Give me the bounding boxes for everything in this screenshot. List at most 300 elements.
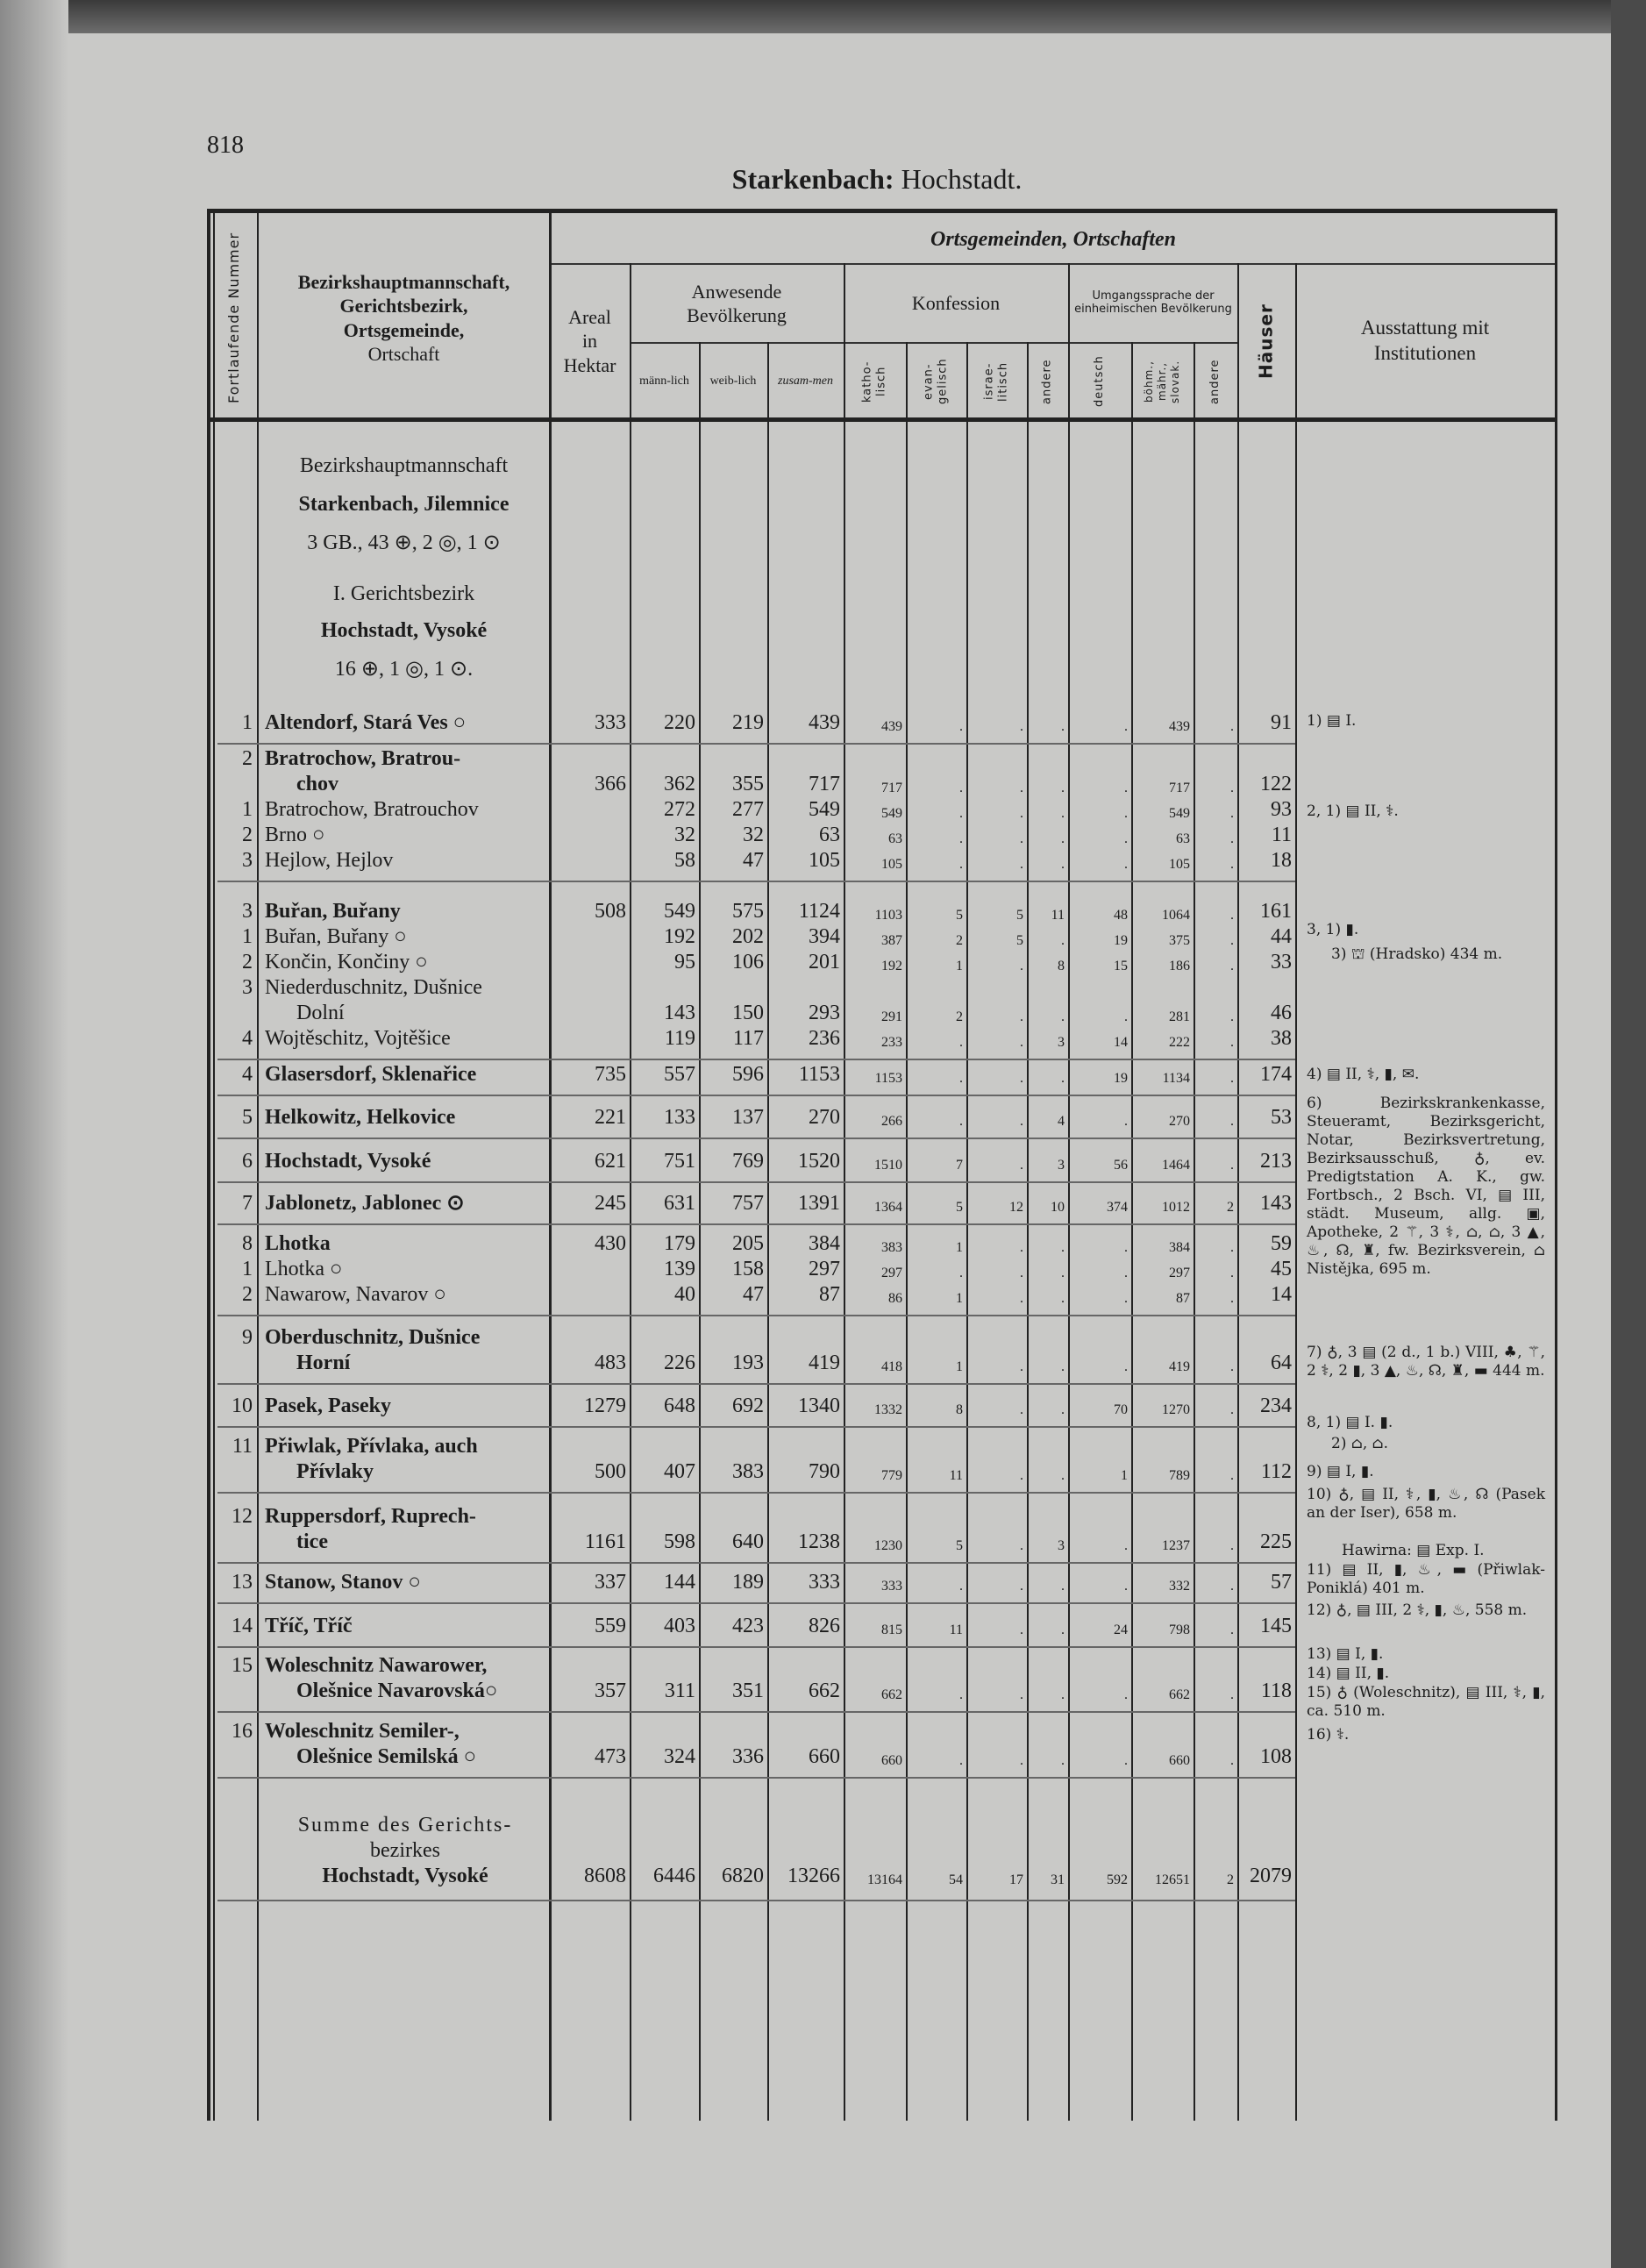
row-separator (217, 1777, 1295, 1779)
footnote: 14) ▤ II, ▮. (1307, 1665, 1390, 1682)
cell-areal: 357 (595, 1680, 626, 1702)
cell-haeuser: 122 (1260, 773, 1292, 795)
footnote: 9) ▤ I, ▮. (1307, 1463, 1374, 1480)
cell-katholisch: 86 (888, 1291, 902, 1306)
cell-konf-andere: . (1061, 1240, 1065, 1255)
header-konfession: Konfession (911, 292, 1001, 315)
cell-boehmisch: 1464 (1162, 1158, 1190, 1173)
cell-katholisch: 13164 (867, 1872, 902, 1887)
cell-maennlich: 192 (664, 925, 695, 948)
cell-israelitisch: 17 (1009, 1872, 1023, 1887)
cell-konf-andere: . (1061, 1291, 1065, 1306)
cell-zusammen: 1340 (798, 1394, 840, 1417)
cell-boehmisch: 1012 (1162, 1200, 1190, 1215)
cell-areal: 508 (595, 900, 626, 923)
cell-konf-andere: 31 (1051, 1872, 1065, 1887)
cell-umg-andere: . (1230, 1158, 1234, 1173)
cell-katholisch: 1230 (874, 1538, 902, 1553)
cell-deutsch: 48 (1114, 908, 1128, 923)
row-separator (217, 1315, 1295, 1316)
cell-zusammen: 105 (809, 849, 840, 872)
row-separator (217, 1095, 1295, 1096)
cell-haeuser: 118 (1260, 1680, 1292, 1702)
cell-weiblich: 47 (743, 1283, 764, 1306)
cell-israelitisch: . (1020, 1035, 1023, 1050)
cell-zusammen: 1124 (798, 900, 840, 923)
cell-katholisch: 1332 (874, 1402, 902, 1417)
cell-maennlich: 362 (664, 773, 695, 795)
cell-zusammen: 13266 (787, 1865, 840, 1887)
cell-deutsch: . (1124, 1266, 1128, 1280)
table-row-group (210, 710, 1295, 736)
cell-zusammen: 549 (809, 798, 840, 821)
row-number: 7 (242, 1192, 253, 1215)
cell-katholisch: 815 (881, 1623, 902, 1637)
footnote: 3) ⛫ (Hradsko) 434 m. (1331, 945, 1503, 963)
cell-maennlich: 648 (664, 1394, 695, 1417)
place-name: Bratrochow, Bratrouchov (265, 798, 479, 821)
cell-boehmisch: 789 (1169, 1468, 1190, 1483)
footnote: 7) ♁, 3 ▤ (2 d., 1 b.) VIII, ♣, ⚚, 2 ⚕, 2 ▮, 3 ▲, ♨, ☊, ♜, ▬ 444 m. (1307, 1344, 1545, 1380)
header-name-line: Ortschaft (367, 343, 440, 365)
cell-umg-andere: . (1230, 1402, 1234, 1417)
cell-israelitisch: . (1020, 1623, 1023, 1637)
header-name-line: Gerichtsbezirk, (339, 295, 468, 317)
cell-zusammen: 236 (809, 1027, 840, 1050)
intro-bezirkshauptmannschaft-name: Starkenbach, Jilemnice (298, 493, 509, 516)
cell-deutsch: . (1124, 1114, 1128, 1129)
header-bevoelkerung: Anwesende Bevölkerung (687, 280, 787, 326)
cell-zusammen: 87 (819, 1283, 840, 1306)
table-row-group (210, 1062, 1295, 1088)
cell-haeuser: 33 (1271, 951, 1292, 974)
cell-konf-andere: 11 (1051, 908, 1065, 923)
cell-maennlich: 139 (664, 1258, 695, 1280)
row-number: 2 (242, 747, 253, 770)
cell-deutsch: . (1124, 719, 1128, 734)
cell-weiblich: 202 (732, 925, 764, 948)
cell-haeuser: 44 (1271, 925, 1292, 948)
cell-israelitisch: . (1020, 1468, 1023, 1483)
cell-evangelisch: 1 (956, 959, 963, 974)
cell-evangelisch: . (959, 1753, 963, 1768)
cell-katholisch: 291 (881, 1009, 902, 1024)
cell-umg-andere: . (1230, 806, 1234, 821)
cell-weiblich: 277 (732, 798, 764, 821)
cell-umg-andere: . (1230, 1538, 1234, 1553)
footnote: 10) ♁, ▤ II, ⚕, ▮, ♨, ☊ (Pasek an der Iser), 658 m. (1307, 1486, 1545, 1522)
table-row-group (210, 1653, 1295, 1704)
cell-boehmisch: 798 (1169, 1623, 1190, 1637)
row-separator (217, 1059, 1295, 1060)
place-name: Lhotka ○ (265, 1258, 343, 1280)
cell-areal: 559 (595, 1615, 626, 1637)
cell-katholisch: 297 (881, 1266, 902, 1280)
cell-deutsch: . (1124, 1240, 1128, 1255)
cell-evangelisch: 5 (956, 1538, 963, 1553)
cell-areal: 337 (595, 1571, 626, 1594)
cell-konf-andere: 8 (1058, 959, 1065, 974)
cell-haeuser: 93 (1271, 798, 1292, 821)
header-boehmisch: böhm., mähr., slovak. (1143, 360, 1181, 403)
cell-deutsch: . (1124, 1753, 1128, 1768)
cell-evangelisch: . (959, 1579, 963, 1594)
place-name: Buřan, Buřany ○ (265, 925, 407, 948)
header-weiblich: weib-lich (709, 374, 757, 389)
cell-boehmisch: 662 (1169, 1687, 1190, 1702)
footnote: 8, 1) ▤ I. ▮. (1307, 1414, 1393, 1431)
cell-evangelisch: 5 (956, 1200, 963, 1215)
scan-edge-right (1611, 0, 1646, 2268)
table-row-group (210, 1394, 1295, 1419)
row-number (210, 1459, 253, 1485)
cell-haeuser: 2079 (1250, 1865, 1292, 1887)
place-name: Přiwlak, Přívlaka, auch (265, 1435, 478, 1458)
cell-umg-andere: . (1230, 1009, 1234, 1024)
cell-katholisch: 1364 (874, 1200, 902, 1215)
cell-maennlich: 631 (664, 1192, 695, 1215)
cell-deutsch: . (1124, 781, 1128, 795)
cell-katholisch: 439 (881, 719, 902, 734)
header-ortsgemeinden: Ortsgemeinden, Ortschaften (930, 227, 1176, 251)
place-name: Tříč, Tříč (265, 1615, 353, 1637)
row-separator (217, 1181, 1295, 1183)
cell-areal (550, 950, 630, 975)
cell-katholisch: 266 (881, 1114, 902, 1129)
cell-israelitisch: 12 (1009, 1200, 1023, 1215)
cell-evangelisch: . (959, 781, 963, 795)
summary-line (210, 1864, 1295, 1889)
cell-deutsch: . (1124, 1687, 1128, 1702)
cell-evangelisch: 54 (949, 1872, 963, 1887)
cell-katholisch: 662 (881, 1687, 902, 1702)
cell-areal (550, 1026, 630, 1052)
cell-maennlich: 226 (664, 1352, 695, 1374)
cell-weiblich: 106 (732, 951, 764, 974)
cell-boehmisch: 332 (1169, 1579, 1190, 1594)
cell-boehmisch: 419 (1169, 1359, 1190, 1374)
cell-maennlich: 6446 (653, 1865, 695, 1887)
cell-deutsch: . (1124, 1579, 1128, 1594)
cell-umg-andere: . (1230, 1468, 1234, 1483)
place-name: Jablonetz, Jablonec ⊙ (265, 1192, 465, 1215)
cell-katholisch: 383 (881, 1240, 902, 1255)
cell-maennlich: 403 (664, 1615, 695, 1637)
cell-maennlich: 133 (664, 1106, 695, 1129)
cell-areal: 621 (595, 1150, 626, 1173)
place-name: Dolní (296, 1002, 345, 1024)
cell-evangelisch: . (959, 1114, 963, 1129)
table-row-group (210, 746, 1295, 874)
table-row (210, 1026, 1295, 1052)
cell-boehmisch: 717 (1169, 781, 1190, 795)
header-top-rule (210, 209, 1557, 213)
cell-umg-andere: 2 (1227, 1200, 1234, 1215)
cell-areal: 473 (595, 1745, 626, 1768)
cell-umg-andere: . (1230, 1071, 1234, 1086)
cell-zusammen: 297 (809, 1258, 840, 1280)
place-name: Ruppersdorf, Ruprech- (265, 1505, 476, 1528)
cell-israelitisch: 5 (1016, 933, 1023, 948)
cell-weiblich: 351 (732, 1680, 764, 1702)
cell-katholisch: 1103 (874, 908, 902, 923)
cell-evangelisch: 11 (949, 1623, 963, 1637)
cell-zusammen: 333 (809, 1571, 840, 1594)
place-name: Woleschnitz Semiler-, (265, 1720, 460, 1743)
row-number: 2 (242, 951, 253, 974)
row-separator (217, 1138, 1295, 1139)
cell-konf-andere: 3 (1058, 1158, 1065, 1173)
cell-israelitisch: . (1020, 1009, 1023, 1024)
cell-umg-andere: . (1230, 1687, 1234, 1702)
cell-deutsch: 1 (1121, 1468, 1128, 1483)
cell-katholisch: 1153 (874, 1071, 902, 1086)
cell-haeuser: 59 (1271, 1232, 1292, 1255)
header-name (258, 219, 550, 417)
place-name: Buřan, Buřany (265, 900, 401, 923)
cell-konf-andere: . (1061, 1623, 1065, 1637)
cell-weiblich: 32 (743, 824, 764, 846)
table-row (210, 1062, 1295, 1088)
cell-maennlich: 179 (664, 1232, 695, 1255)
footnote: 13) ▤ I, ▮. (1307, 1645, 1384, 1663)
cell-evangelisch: 8 (956, 1402, 963, 1417)
cell-umg-andere: . (1230, 857, 1234, 872)
row-separator (217, 743, 1295, 745)
table-row-group (210, 1231, 1295, 1308)
cell-haeuser: 38 (1271, 1027, 1292, 1050)
place-name: Glasersdorf, Sklenařice (265, 1063, 477, 1086)
cell-maennlich: 220 (664, 711, 695, 734)
place-name: Olešnice Navarovská○ (296, 1680, 498, 1702)
cell-konf-andere: 3 (1058, 1538, 1065, 1553)
cell-deutsch: 70 (1114, 1402, 1128, 1417)
table-row (210, 899, 1295, 924)
footnote: 2, 1) ▤ II, ⚕. (1307, 802, 1399, 820)
row-separator (217, 881, 1295, 882)
cell-haeuser: 174 (1260, 1063, 1292, 1086)
place-name: Niederduschnitz, Dušnice (265, 976, 482, 999)
table-row (210, 1679, 1295, 1704)
cell-umg-andere: . (1230, 1240, 1234, 1255)
intro-bezirkshauptmannschaft-label: Bezirkshauptmannschaft (299, 454, 509, 477)
cell-haeuser: 57 (1271, 1571, 1292, 1594)
cell-israelitisch: . (1020, 857, 1023, 872)
table-row (210, 1191, 1295, 1216)
cell-areal (550, 1001, 630, 1026)
cell-konf-andere: . (1061, 1009, 1065, 1024)
cell-maennlich: 407 (664, 1460, 695, 1483)
cell-haeuser: 46 (1271, 1002, 1292, 1024)
cell-katholisch: 333 (881, 1579, 902, 1594)
footnote: 1) ▤ I. (1307, 712, 1357, 730)
header-name-line: Ortsgemeinde, (343, 318, 465, 341)
table-row (210, 1325, 1295, 1351)
place-name: Stanow, Stanov ○ (265, 1571, 421, 1594)
cell-konf-andere: . (1061, 1402, 1065, 1417)
row-number: 13 (232, 1571, 253, 1594)
cell-haeuser: 161 (1260, 900, 1292, 923)
cell-deutsch: . (1124, 831, 1128, 846)
header-name-line: Bezirkshauptmannschaft, (297, 270, 510, 293)
cell-konf-andere: . (1061, 831, 1065, 846)
table-row (210, 1231, 1295, 1257)
table-row-group (210, 1191, 1295, 1216)
cell-israelitisch: . (1020, 1753, 1023, 1768)
cell-konf-andere: . (1061, 806, 1065, 821)
summary-line (210, 1838, 1295, 1864)
place-name: Pasek, Paseky (265, 1394, 391, 1417)
intro-gerichtsbezirk-name: Hochstadt, Vysoké (320, 619, 488, 642)
cell-haeuser: 91 (1271, 711, 1292, 734)
cell-konf-andere: . (1061, 1266, 1065, 1280)
cell-katholisch: 660 (881, 1753, 902, 1768)
cell-katholisch: 418 (881, 1359, 902, 1374)
table-row (210, 924, 1295, 950)
cell-deutsch: 19 (1114, 933, 1128, 948)
cell-areal (550, 848, 630, 874)
cell-maennlich: 272 (664, 798, 695, 821)
table-right-border (1555, 209, 1557, 2121)
cell-haeuser: 108 (1260, 1745, 1292, 1768)
cell-maennlich: 311 (664, 1680, 695, 1702)
cell-umg-andere: . (1230, 1359, 1234, 1374)
cell-evangelisch: . (959, 806, 963, 821)
cell-evangelisch: 1 (956, 1291, 963, 1306)
place-name: Altendorf, Stará Ves ○ (265, 711, 467, 734)
place-name: Olešnice Semilská ○ (296, 1745, 477, 1768)
cell-boehmisch: 105 (1169, 857, 1190, 872)
cell-konf-andere: 10 (1051, 1200, 1065, 1215)
cell-evangelisch: . (959, 1071, 963, 1086)
table-row (210, 1282, 1295, 1308)
summary-label: bezirkes (370, 1839, 440, 1862)
footnote: 3, 1) ▮. (1307, 921, 1359, 938)
row-number: 8 (242, 1232, 253, 1255)
cell-umg-andere: . (1230, 1114, 1234, 1129)
cell-israelitisch: . (1020, 959, 1023, 974)
cell-israelitisch: . (1020, 1291, 1023, 1306)
place-name: Nawarow, Navarov ○ (265, 1283, 446, 1306)
cell-haeuser: 53 (1271, 1106, 1292, 1129)
cell-areal (550, 1257, 630, 1282)
row-number: 4 (242, 1027, 253, 1050)
cell-katholisch: 1510 (874, 1158, 902, 1173)
row-number: 9 (242, 1326, 253, 1349)
cell-konf-andere: . (1061, 857, 1065, 872)
cell-umg-andere: . (1230, 1291, 1234, 1306)
cell-evangelisch: . (959, 1266, 963, 1280)
cell-konf-andere: . (1061, 1071, 1065, 1086)
row-number (210, 1530, 253, 1555)
header-konf-andere: andere (1040, 359, 1054, 404)
cell-haeuser: 14 (1271, 1283, 1292, 1306)
cell-israelitisch: 5 (1016, 908, 1023, 923)
cell-zusammen: 1391 (798, 1192, 840, 1215)
table-row (210, 1719, 1295, 1744)
cell-evangelisch: 2 (956, 933, 963, 948)
cell-haeuser: 18 (1271, 849, 1292, 872)
cell-weiblich: 575 (732, 900, 764, 923)
row-number: 1 (242, 711, 253, 734)
header-deutsch: deutsch (1092, 355, 1106, 408)
cell-weiblich: 355 (732, 773, 764, 795)
cell-boehmisch: 12651 (1155, 1872, 1190, 1887)
place-name: Wojtěschitz, Vojtěšice (265, 1027, 451, 1050)
cell-haeuser: 45 (1271, 1258, 1292, 1280)
cell-zusammen: 790 (809, 1460, 840, 1483)
table-row (210, 1570, 1295, 1595)
summary-line (210, 1813, 1295, 1838)
cell-katholisch: 779 (881, 1468, 902, 1483)
table-row-group (210, 1325, 1295, 1376)
cell-israelitisch: . (1020, 831, 1023, 846)
footnote: 6) Bezirkskrankenkasse, Steueramt, Bezirksgericht, Notar, Bezirksvertretung, Bezirksausschuß, ♁, ev. Predigtstation A. K., gw. Fortbsch., 2 Bsch. VI, ▤ III, städt. Museum, allg. ▣, Apotheke, 2 ⚚, 3 ⚕, ⌂, ⌂, 3 ▲, ♨, ☊, ♜, fw. Bezirksverein, ⌂ Nistějka, 695 m. (1307, 1095, 1545, 1278)
row-separator (217, 1711, 1295, 1713)
row-separator (217, 1426, 1295, 1428)
cell-weiblich: 219 (732, 711, 764, 734)
header-areal-line: in (581, 330, 598, 353)
cell-israelitisch: . (1020, 1071, 1023, 1086)
cell-boehmisch: 439 (1169, 719, 1190, 734)
row-number: 14 (232, 1615, 253, 1637)
row-number: 10 (232, 1394, 253, 1417)
footnote: 15) ♁ (Woleschnitz), ▤ III, ⚕, ▮, ca. 510 m. (1307, 1684, 1545, 1720)
cell-katholisch: 105 (881, 857, 902, 872)
summary-label: Summe des Gerichts- (297, 1814, 513, 1837)
place-name: tice (296, 1530, 328, 1553)
cell-israelitisch: . (1020, 1266, 1023, 1280)
cell-areal: 366 (595, 773, 626, 795)
cell-deutsch: . (1124, 1291, 1128, 1306)
cell-deutsch: 14 (1114, 1035, 1128, 1050)
header-areal-line: Hektar (563, 353, 616, 376)
place-name: Přívlaky (296, 1460, 374, 1483)
cell-maennlich: 32 (674, 824, 695, 846)
table-row-group (210, 1719, 1295, 1770)
cell-katholisch: 549 (881, 806, 902, 821)
table-row (210, 823, 1295, 848)
header-areal (550, 263, 630, 419)
cell-katholisch: 233 (881, 1035, 902, 1050)
cell-evangelisch: . (959, 831, 963, 846)
cell-boehmisch: 1064 (1162, 908, 1190, 923)
footnote: 16) ⚕. (1307, 1726, 1350, 1744)
cell-haeuser: 213 (1260, 1150, 1292, 1173)
row-number: 16 (232, 1720, 253, 1743)
cell-zusammen: 660 (809, 1745, 840, 1768)
row-number: 11 (232, 1435, 253, 1458)
scan-edge-left (0, 0, 68, 2268)
row-number (210, 1679, 253, 1704)
cell-weiblich: 193 (732, 1352, 764, 1374)
cell-evangelisch: 7 (956, 1158, 963, 1173)
row-separator (217, 1562, 1295, 1564)
cell-weiblich: 205 (732, 1232, 764, 1255)
cell-weiblich: 47 (743, 849, 764, 872)
cell-maennlich: 58 (674, 849, 695, 872)
place-name: Helkowitz, Helkovice (265, 1106, 456, 1129)
table-row-group (210, 1434, 1295, 1485)
cell-katholisch: 192 (881, 959, 902, 974)
cell-zusammen: 419 (809, 1352, 840, 1374)
table-row (210, 950, 1295, 975)
table-row-group (210, 1570, 1295, 1595)
cell-katholisch: 63 (888, 831, 902, 846)
cell-israelitisch: . (1020, 1158, 1023, 1173)
summary-label: Hochstadt, Vysoké (322, 1865, 488, 1887)
cell-deutsch: 374 (1107, 1200, 1128, 1215)
